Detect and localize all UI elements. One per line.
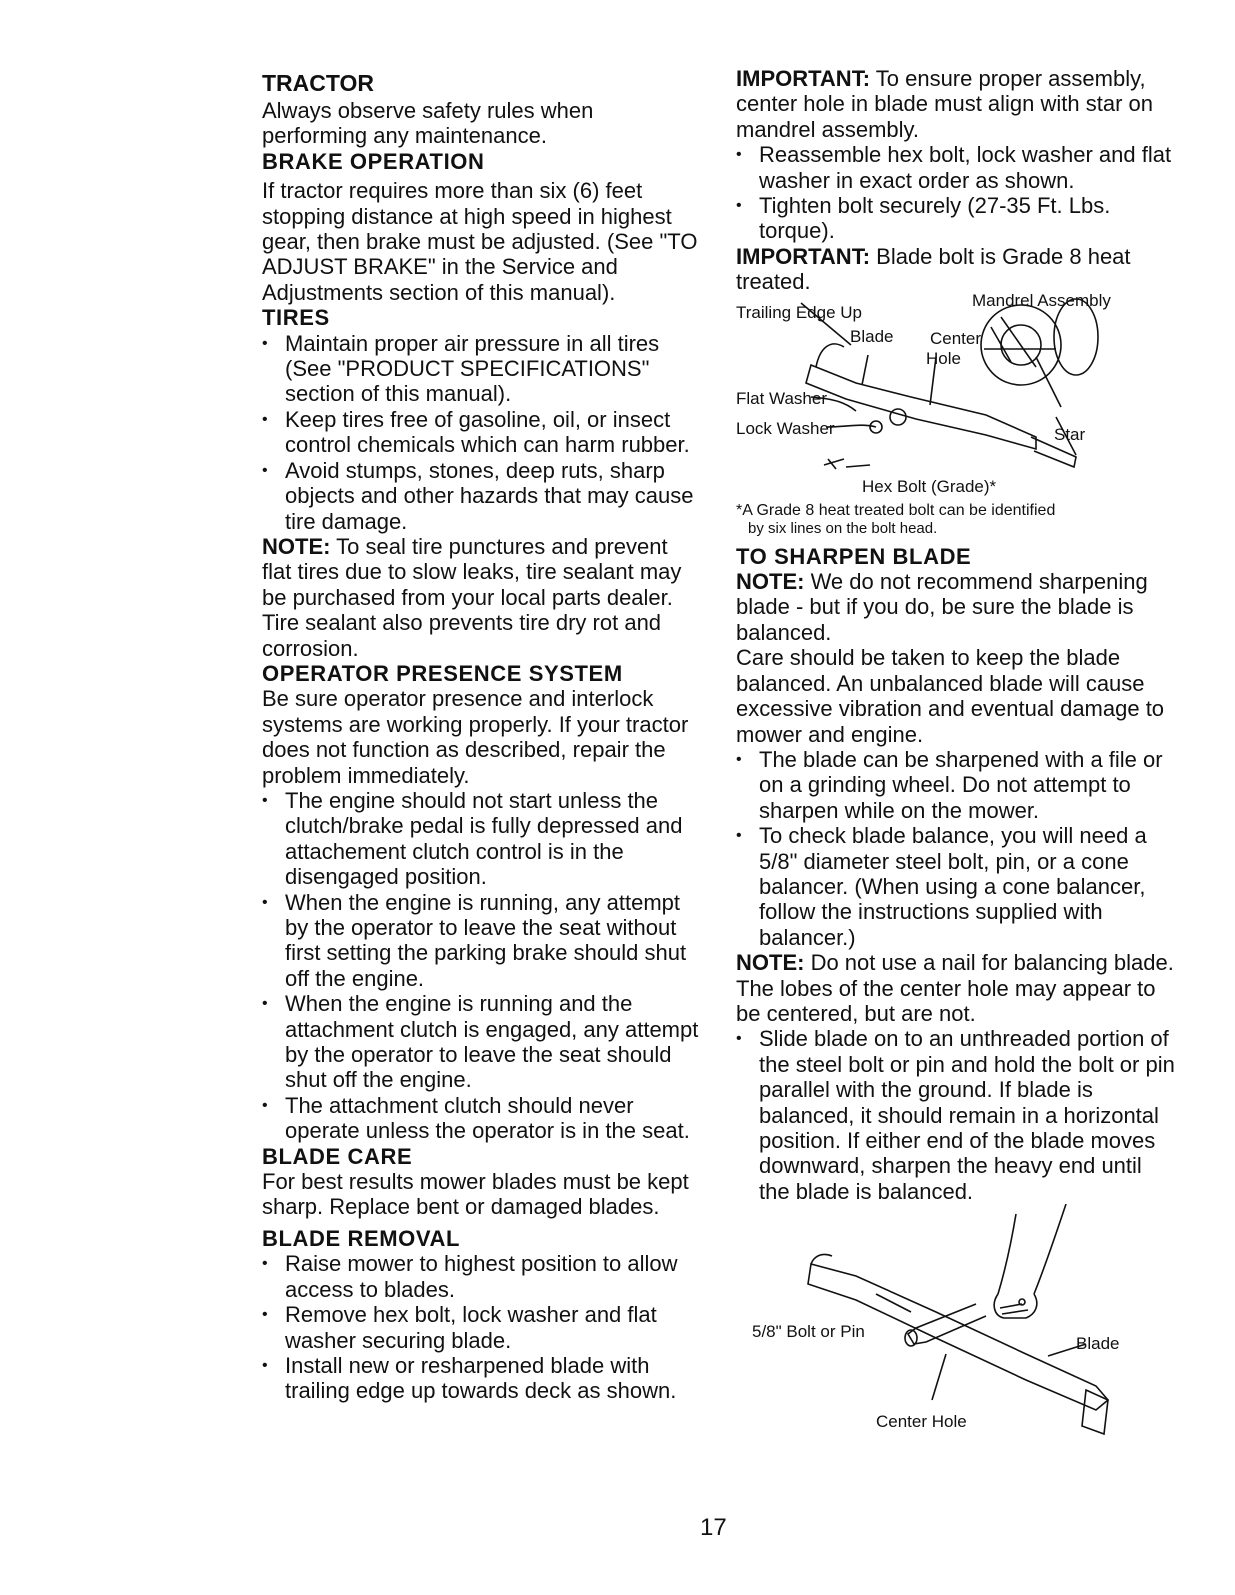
note-text: Do not use a nail for balancing blade. The lobes of the center hole may appear to be centered, but are not. xyxy=(736,950,1174,1026)
blade-care-text: For best results mower blades must be kept sharp. Replace bent or damaged blades. xyxy=(262,1169,689,1220)
note-label: NOTE: xyxy=(262,533,331,559)
lock-washer-label: Lock Washer xyxy=(736,418,835,438)
operator-presence-text: Be sure operator presence and interlock systems are working properly. If your tractor does not function as described, repair the problem immediately. xyxy=(262,686,689,788)
sharpen-blade-heading: TO SHARPEN BLADE xyxy=(736,543,972,569)
list-item: • Keep tires free of gasoline, oil, or insect control chemicals which can harm rubber. xyxy=(262,407,702,458)
bolt-or-pin-label: 5/8" Bolt or Pin xyxy=(752,1322,865,1342)
important-label: IMPORTANT: xyxy=(736,243,871,269)
flat-washer-label: Flat Washer xyxy=(736,388,828,408)
assembly-list xyxy=(736,142,1176,244)
balance-list xyxy=(736,1026,1176,1204)
right-column xyxy=(736,66,1176,1454)
blade-removal-heading: BLADE REMOVAL xyxy=(262,1225,461,1251)
hole-label: Hole xyxy=(926,348,961,368)
tires-list xyxy=(262,331,702,534)
list-item: • Slide blade on to an unthreaded portion of the steel bolt or pin and hold the bolt or pin parallel with the ground. If blade is balanced, it should remain in a horizontal position. If either end of the blade moves downward, sharpen the heavy end until the blade is balanced. xyxy=(736,1026,1176,1204)
important-text: To ensure proper assembly, center hole in blade must align with star on mandrel assembly. xyxy=(736,66,1154,142)
trailing-edge-label: Trailing Edge Up xyxy=(736,302,862,322)
blade-balance-figure xyxy=(736,1204,1176,1454)
hex-bolt-label: Hex Bolt (Grade)* xyxy=(862,476,997,496)
operator-presence-list xyxy=(262,788,702,1144)
brake-operation-heading: BRAKE OPERATION xyxy=(262,148,485,174)
balance-care-text: Care should be taken to keep the blade balanced. An unbalanced blade will cause excessive vibration and eventual damage to mower and engine. xyxy=(736,645,1165,747)
list-item: • Avoid stumps, stones, deep ruts, sharp objects and other hazards that may cause tire damage. xyxy=(262,458,702,534)
tire-sealant-note xyxy=(262,534,702,661)
blade-care-heading: BLADE CARE xyxy=(262,1143,413,1169)
page-number: 17 xyxy=(700,1514,727,1541)
blade-label: Blade xyxy=(1076,1334,1120,1354)
grade-footnote: *A Grade 8 heat treated bolt can be identified xyxy=(736,501,1056,519)
note-label: NOTE: xyxy=(736,569,805,595)
tires-heading: TIRES xyxy=(262,305,330,331)
blade-removal-list xyxy=(262,1251,702,1403)
list-item: • When the engine is running and the attachment clutch is engaged, any attempt by the operator to leave the seat should shut off the engine. xyxy=(262,991,702,1093)
tractor-intro: Always observe safety rules when performing any maintenance. xyxy=(262,98,594,149)
list-item: • The blade can be sharpened with a file or on a grinding wheel. Do not attempt to sharpen while on the mower. xyxy=(736,747,1176,823)
left-column xyxy=(262,66,702,1404)
operator-presence-heading: OPERATOR PRESENCE SYSTEM xyxy=(262,660,623,686)
blade-label: Blade xyxy=(850,326,894,346)
sharpen-list xyxy=(736,747,1176,950)
list-item: • When the engine is running, any attempt by the operator to leave the seat without first setting the parking brake should shut off the engine. xyxy=(262,890,702,992)
tractor-heading: TRACTOR xyxy=(262,70,375,96)
list-item: • To check blade balance, you will need a 5/8" diameter steel bolt, pin, or a cone balancer. (When using a cone balancer, follow the instructions supplied with balancer.) xyxy=(736,823,1176,950)
list-item: • Raise mower to highest position to allow access to blades. xyxy=(262,1251,702,1302)
nail-note xyxy=(736,950,1176,1026)
list-item: • Tighten bolt securely (27-35 Ft. Lbs. torque). xyxy=(736,193,1176,244)
list-item: • Maintain proper air pressure in all tires (See "PRODUCT SPECIFICATIONS" section of this manual). xyxy=(262,331,702,407)
note-label: NOTE: xyxy=(736,950,805,976)
list-item: • The engine should not start unless the clutch/brake pedal is fully depressed and attachement clutch control is in the disengaged position. xyxy=(262,788,702,890)
blade-assembly-figure xyxy=(736,287,1176,497)
note-text: To seal tire punctures and prevent flat tires due to slow leaks, tire sealant may be purchased from your local parts dealer. Tire sealant also prevents tire dry rot and corrosion. xyxy=(262,533,682,661)
note-text: We do not recommend sharpening blade - but if you do, be sure the blade is balanced. xyxy=(736,569,1148,645)
list-item: • The attachment clutch should never operate unless the operator is in the seat. xyxy=(262,1093,702,1144)
brake-operation-text: If tractor requires more than six (6) feet stopping distance at high speed in highest gear, then brake must be adjusted. (See "TO ADJUST BRAKE" in the Service and Adjustments section of this manual). xyxy=(262,178,698,305)
list-item: • Remove hex bolt, lock washer and flat washer securing blade. xyxy=(262,1302,702,1353)
center-hole-label: Center Hole xyxy=(876,1412,967,1432)
important-label: IMPORTANT: xyxy=(736,66,871,91)
sharpen-note xyxy=(736,569,1176,645)
list-item: • Reassemble hex bolt, lock washer and flat washer in exact order as shown. xyxy=(736,142,1176,193)
list-item: • Install new or resharpened blade with trailing edge up towards deck as shown. xyxy=(262,1353,702,1404)
mandrel-assembly-label: Mandrel Assembly xyxy=(972,290,1111,310)
important-text: Blade bolt is Grade 8 heat treated. xyxy=(736,243,1131,295)
star-label: Star xyxy=(1054,424,1086,444)
center-label: Center xyxy=(930,328,982,348)
important-alignment xyxy=(736,66,1176,142)
grade-footnote-cont: by six lines on the bolt head. xyxy=(748,519,938,537)
